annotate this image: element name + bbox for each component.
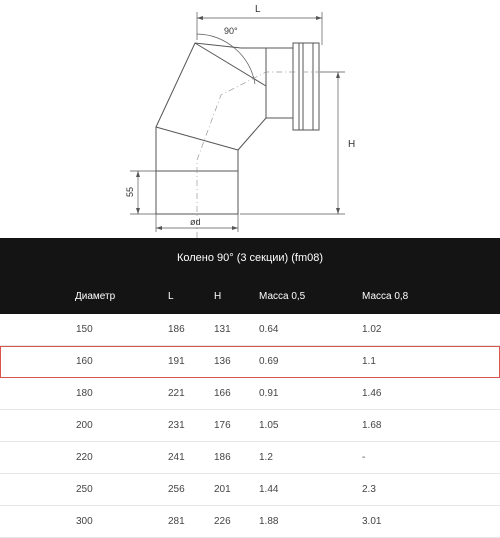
label-55: 55 — [125, 186, 135, 197]
table-cell: 300 — [76, 516, 93, 527]
lower-miter-line — [156, 127, 238, 150]
table-cell: 131 — [214, 324, 231, 335]
table-cell: 1.1 — [362, 356, 376, 367]
label-angle: 90° — [224, 26, 238, 36]
label-d: ød — [190, 217, 201, 227]
table-cell: 220 — [76, 452, 93, 463]
label-L: L — [255, 4, 261, 15]
table-cell: 136 — [214, 356, 231, 367]
table-cell: 200 — [76, 420, 93, 431]
table-body — [0, 314, 500, 538]
elbow-drawing-svg — [0, 0, 500, 238]
table-cell: 191 — [168, 356, 185, 367]
table-cell: 1.88 — [259, 516, 279, 527]
header-mass-05: Масса 0,5 — [259, 290, 306, 302]
label-H: H — [348, 139, 356, 150]
socket-end — [293, 43, 319, 130]
table-cell: 150 — [76, 324, 93, 335]
table-cell: 180 — [76, 388, 93, 399]
header-mass-08: Масса 0,8 — [362, 290, 409, 302]
arrow-L-left — [197, 16, 203, 20]
table-cell: 1.2 — [259, 452, 273, 463]
table-title: Колено 90° (3 секции) (fm08) — [0, 238, 500, 278]
table-cell: 186 — [168, 324, 185, 335]
arrow-55-top — [136, 171, 140, 177]
table-cell: 1.68 — [362, 420, 382, 431]
table-cell: 231 — [168, 420, 185, 431]
table-row — [0, 378, 500, 410]
table-row — [0, 506, 500, 538]
arrow-H-bottom — [336, 208, 340, 214]
table-cell: 1.46 — [362, 388, 382, 399]
table-cell: 226 — [214, 516, 231, 527]
arrow-L-right — [316, 16, 322, 20]
table-row — [0, 442, 500, 474]
table-cell: 166 — [214, 388, 231, 399]
middle-segment-inner — [238, 86, 266, 171]
table-cell: 250 — [76, 484, 93, 495]
middle-segment-outer — [156, 43, 241, 171]
arrow-55-bottom — [136, 208, 140, 214]
table-cell: 1.02 — [362, 324, 382, 335]
header-diameter: Диаметр — [75, 290, 116, 302]
arrow-d-left — [156, 226, 162, 230]
upper-miter-line — [195, 43, 266, 86]
table-header-row — [0, 278, 500, 314]
table-cell: 2.3 — [362, 484, 376, 495]
table-cell: - — [362, 452, 366, 463]
table-cell: 256 — [168, 484, 185, 495]
table-cell: 160 — [76, 356, 93, 367]
header-L: L — [168, 290, 174, 302]
table-cell: 221 — [168, 388, 185, 399]
angle-arc — [197, 34, 255, 84]
table-cell: 1.05 — [259, 420, 279, 431]
arrow-d-right — [232, 226, 238, 230]
table-cell: 0.69 — [259, 356, 279, 367]
table-cell: 3.01 — [362, 516, 382, 527]
table-row — [0, 314, 500, 346]
table-row — [0, 474, 500, 506]
specs-table — [0, 238, 500, 538]
table-cell: 0.91 — [259, 388, 279, 399]
table-cell: 281 — [168, 516, 185, 527]
table-row — [0, 346, 500, 378]
table-cell: 1.44 — [259, 484, 279, 495]
table-row — [0, 410, 500, 442]
table-cell: 176 — [214, 420, 231, 431]
table-cell: 186 — [214, 452, 231, 463]
table-cell: 201 — [214, 484, 231, 495]
arrow-H-top — [336, 72, 340, 78]
header-H: H — [214, 290, 222, 302]
table-cell: 241 — [168, 452, 185, 463]
table-cell: 0.64 — [259, 324, 279, 335]
elbow-technical-drawing — [0, 0, 500, 238]
